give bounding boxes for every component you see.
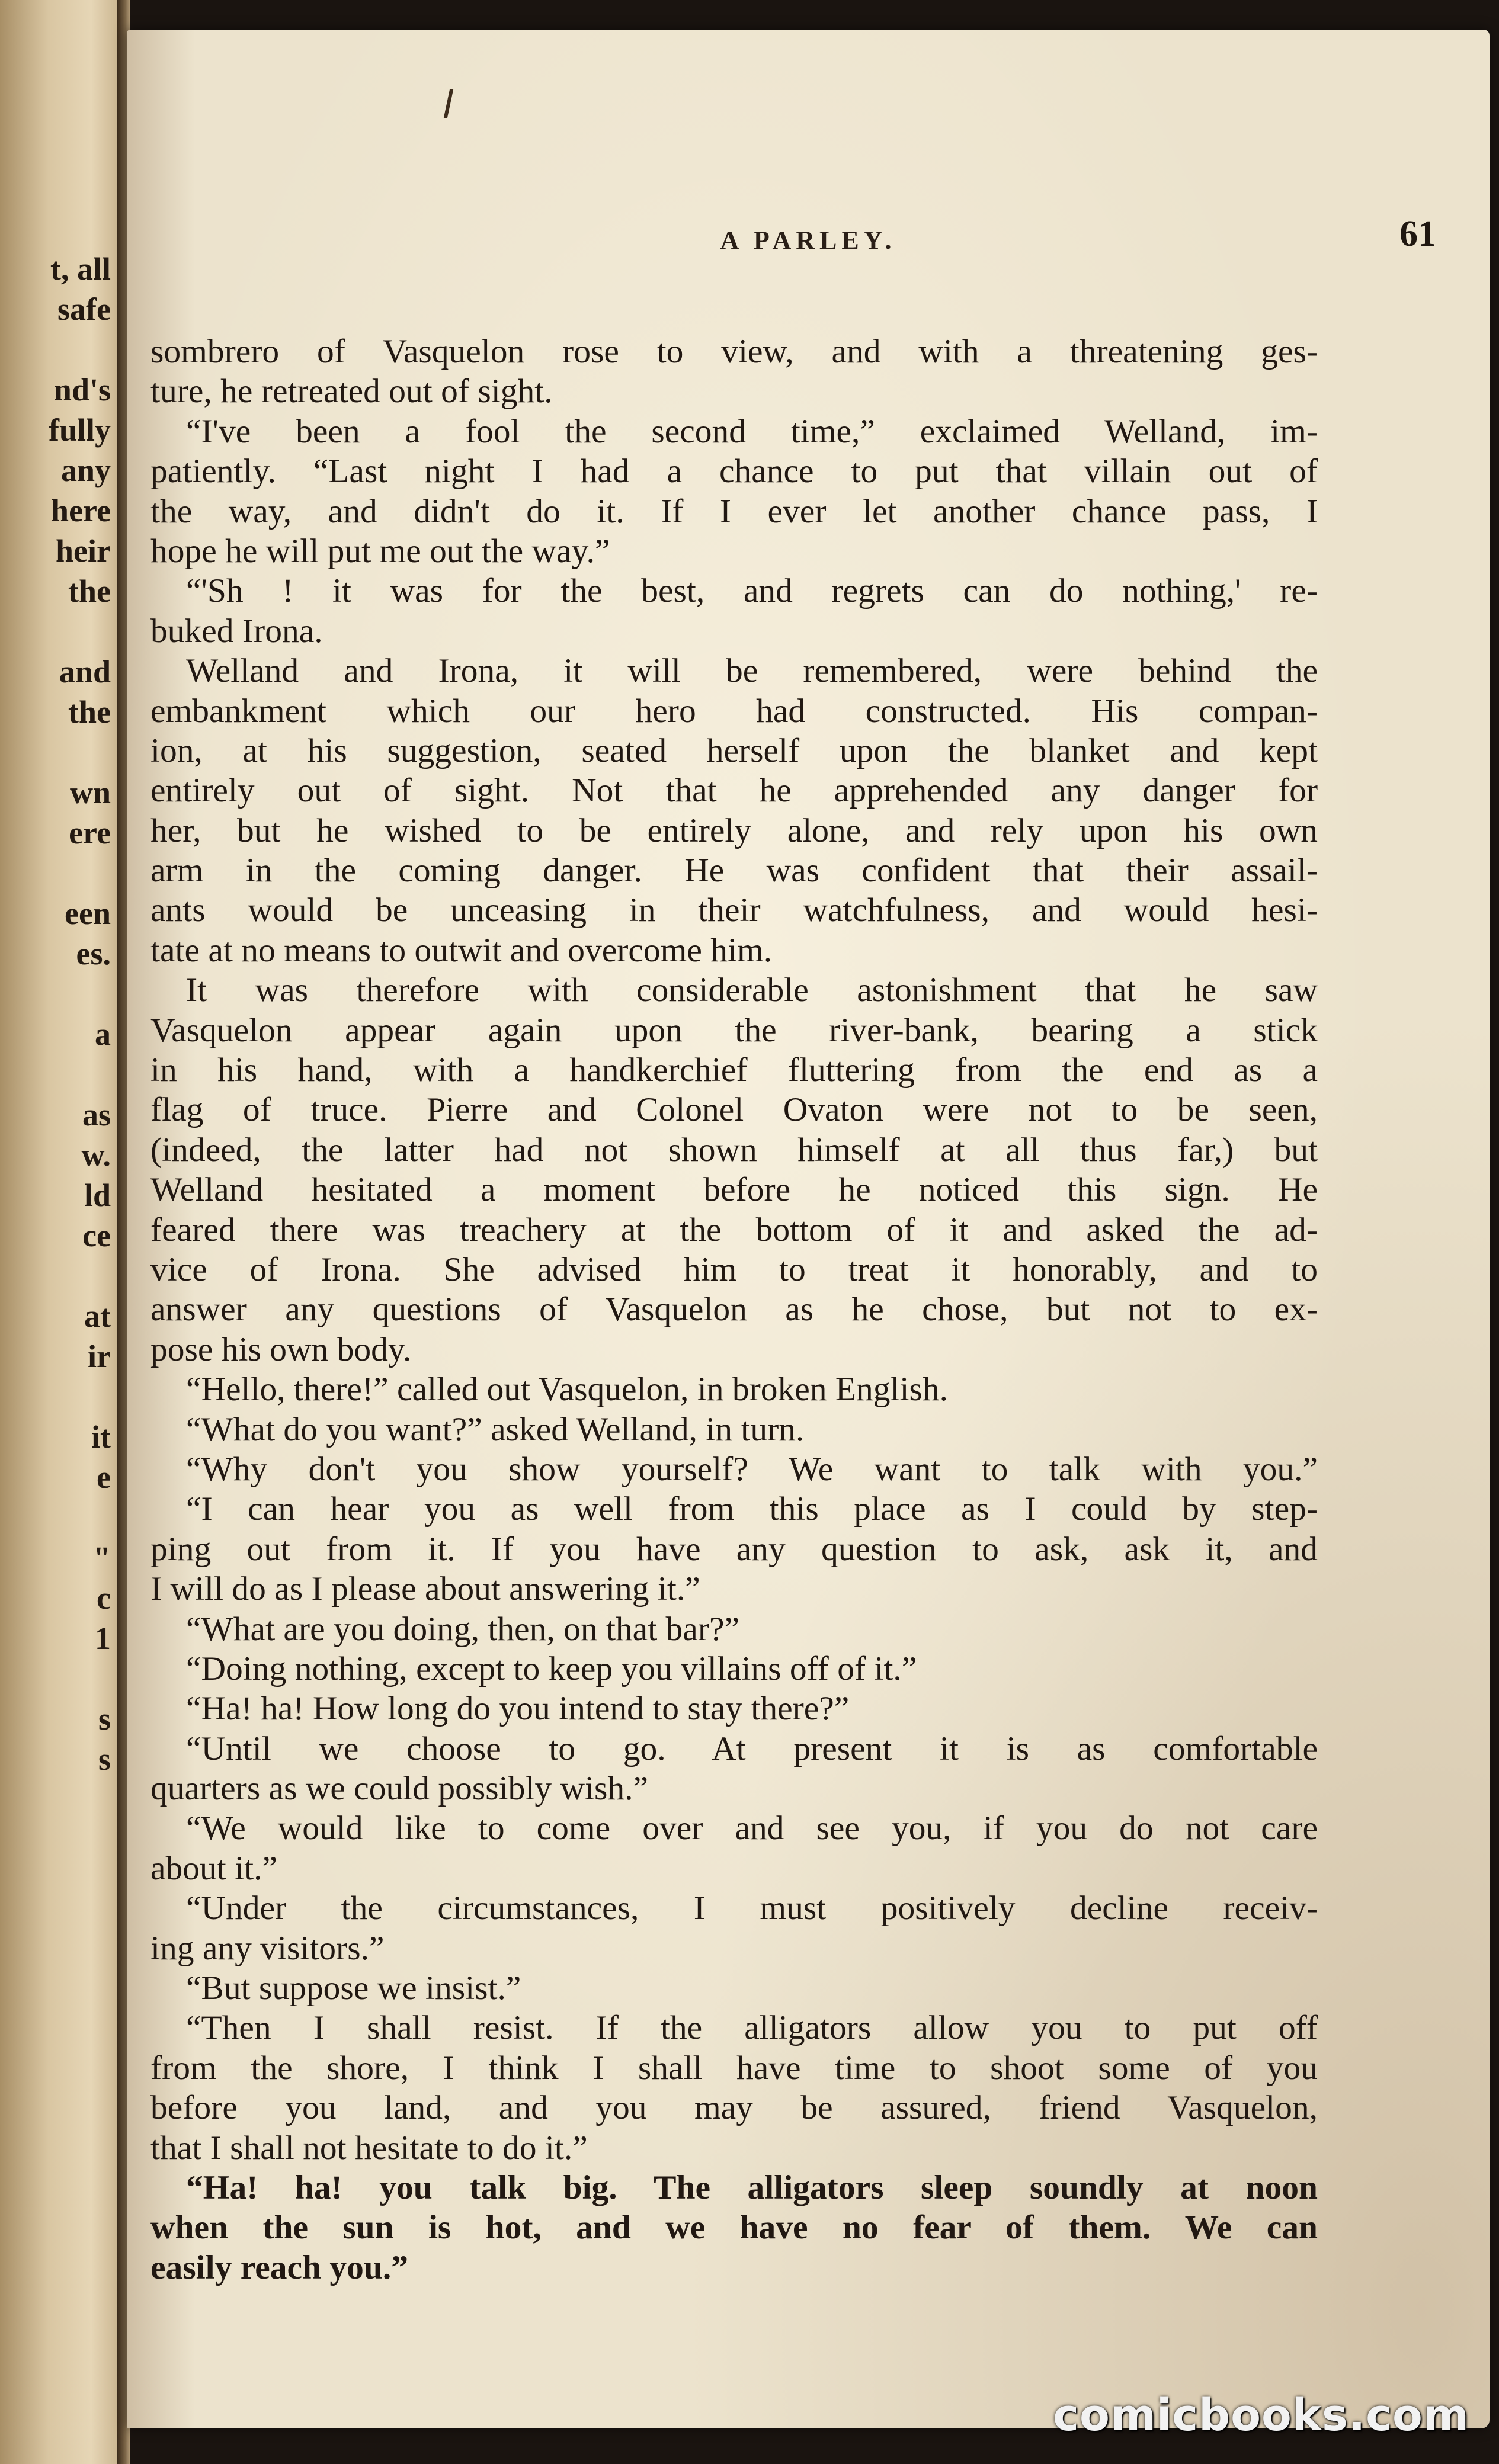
left-page-text-fragments [0,249,111,1779]
text-line: “Under the circumstances, I must positively decline receiv- [186,1889,1318,1927]
text-line: “What do you want?” asked Welland, in turn. [186,1410,805,1448]
body-text [150,332,1318,2287]
left-page-fragment: here [51,493,111,528]
left-page-edge [0,0,121,2464]
text-line: Vasquelon appear again upon the river-bank, bearing a stick [150,1011,1318,1049]
left-page-fragment: s [98,1701,111,1737]
text-line: (indeed, the latter had not shown himself at all thus far,) but [150,1131,1318,1169]
left-page-fragment [0,974,111,1014]
text-line: quarters as we could possibly wish.” [150,1770,648,1808]
left-page-fragment: 1 [95,1621,111,1656]
text-line: ion, at his suggestion, seated herself upon the blanket and kept [150,732,1318,769]
text-line: when the sun is hot, and we have no fear of them. We can [150,2209,1318,2247]
running-head [127,213,1490,261]
text-line: It was therefore with considerable astonishment that he saw [186,971,1318,1009]
chapter-title: A PARLEY. [720,226,896,255]
text-line: “Hello, there!” called out Vasquelon, in broken English. [186,1371,948,1409]
left-page-fragment: wn [69,775,111,810]
text-line: “Doing nothing, except to keep you villains off of it.” [186,1650,917,1687]
text-line: that I shall not hesitate to do it.” [150,2129,588,2167]
left-page-fragment: s [98,1741,111,1777]
text-line: Welland hesitated a moment before he noticed this sign. He [150,1171,1318,1209]
left-page-fragment: nd's [53,372,111,408]
text-line: “But suppose we insist.” [186,1969,521,2007]
left-page-fragment [0,732,111,772]
book-page [127,30,1490,2428]
text-line: entirely out of sight. Not that he apprehended any danger for [150,772,1318,810]
text-line: “What are you doing, then, on that bar?” [186,1610,740,1648]
left-page-fragment [0,329,111,370]
left-page-fragment: t, all [50,251,111,287]
text-line: Welland and Irona, it will be remembered, were behind the [186,652,1318,690]
left-page-fragment: it [91,1419,111,1455]
pencil-mark [444,89,453,118]
left-page-fragment: heir [56,533,111,569]
text-line: from the shore, I think I shall have time to shoot some of you [150,2049,1318,2087]
text-line: ping out from it. If you have any question to ask, ask it, and [150,1530,1318,1568]
left-page-fragment [0,1256,111,1296]
left-page-fragment: ere [69,815,111,851]
left-page-fragment: w. [81,1137,111,1173]
left-page-fragment: fully [48,412,111,448]
text-line: ants would be unceasing in their watchfulness, and would hesi- [150,891,1318,929]
text-line: “Ha! ha! you talk big. The alligators sleep soundly at noon [186,2168,1318,2206]
left-page-fragment: any [60,453,111,488]
text-line: in his hand, with a handkerchief fluttering from the end as a [150,1051,1318,1089]
text-line: “I've been a fool the second time,” exclaimed Welland, im- [186,412,1318,450]
text-line: arm in the coming danger. He was confident that their assail- [150,852,1318,890]
text-line: flag of truce. Pierre and Colonel Ovaton were not to be seen, [150,1091,1318,1129]
text-line: “Then I shall resist. If the alligators allow you to put off [186,2009,1318,2047]
left-page-fragment [0,1658,111,1699]
text-line: I will do as I please about answering it.” [150,1570,700,1608]
left-page-fragment: the [68,694,111,730]
text-line: “'Sh ! it was for the best, and regrets can do nothing,' re- [186,572,1318,610]
text-line: her, but he wished to be entirely alone, and rely upon his own [150,811,1318,849]
text-line: feared there was treachery at the bottom of it and asked the ad- [150,1211,1318,1249]
left-page-fragment [0,1377,111,1417]
left-page-fragment: a [95,1016,111,1052]
left-page-fragment: e [97,1459,111,1495]
text-line: ture, he retreated out of sight. [150,373,553,410]
text-line: about it.” [150,1849,277,1887]
page-number: 61 [1399,214,1436,254]
text-line: patiently. “Last night I had a chance to put that villain out of [150,453,1318,490]
text-line: easily reach you.” [150,2248,408,2286]
text-line: pose his own body. [150,1330,412,1368]
left-page-fragment: " [93,1540,111,1576]
left-page-fragment: and [59,654,111,689]
left-page-fragment: as [82,1097,111,1132]
text-line: “Why don't you show yourself? We want to talk with you.” [186,1450,1318,1488]
text-line: “We would like to come over and see you, if you do not care [186,1810,1318,1847]
left-page-fragment [0,611,111,652]
left-page-fragment: c [97,1580,111,1616]
text-line: answer any questions of Vasquelon as he chose, but not to ex- [150,1291,1318,1329]
text-line: tate at no means to outwit and overcome him. [150,931,773,969]
text-line: “Ha! ha! How long do you intend to stay there?” [186,1690,850,1728]
text-line: “Until we choose to go. At present it is as comfortable [186,1730,1318,1767]
left-page-fragment: ld [84,1178,111,1213]
watermark-logo: comicbooks.com [1053,2390,1469,2441]
left-page-fragment: at [84,1298,111,1334]
text-line: vice of Irona. She advised him to treat it honorably, and to [150,1250,1318,1288]
left-page-fragment [0,1054,111,1095]
text-line: ing any visitors.” [150,1929,385,1967]
left-page-fragment: the [68,573,111,609]
text-line: “I can hear you as well from this place as I could by step- [186,1490,1318,1528]
left-page-fragment: ce [82,1218,111,1253]
left-page-fragment: ir [88,1339,111,1374]
text-line: before you land, and you may be assured, friend Vasquelon, [150,2089,1318,2127]
text-line: sombrero of Vasquelon rose to view, and with a threatening ges- [150,333,1318,370]
left-page-fragment [0,853,111,893]
text-line: embankment which our hero had constructed. His compan- [150,692,1318,730]
text-line: hope he will put me out the way.” [150,532,610,570]
left-page-fragment: een [65,896,111,931]
text-line: the way, and didn't do it. If I ever let another chance pass, I [150,492,1318,530]
left-page-fragment [0,1497,111,1538]
text-line: buked Irona. [150,612,323,650]
left-page-fragment: safe [57,291,111,327]
left-page-fragment: es. [76,936,111,971]
